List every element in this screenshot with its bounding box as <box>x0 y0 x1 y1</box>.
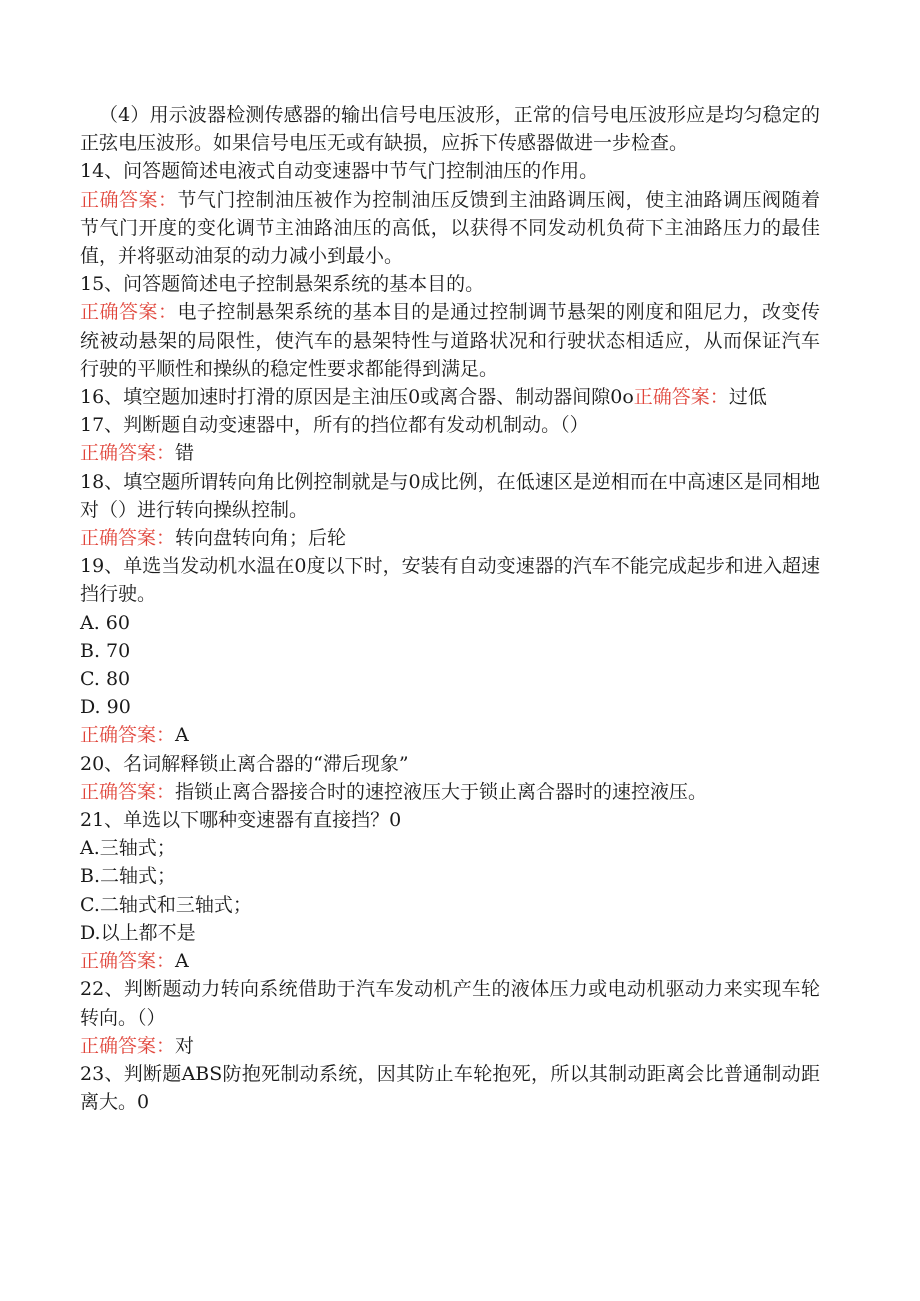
answer-19 <box>80 721 820 749</box>
question-16 <box>80 383 820 411</box>
question-19: 19、单选当发动机水温在0度以下时，安装有自动变速器的汽车不能完成起步和进入超速挡行驶。 <box>80 555 820 606</box>
document-page <box>80 101 820 1116</box>
answer-14 <box>80 186 820 271</box>
question-20: 20、名词解释锁止离合器的“滞后现象” <box>80 752 409 775</box>
question-17: 17、判断题自动变速器中，所有的挡位都有发动机制动。（） <box>80 414 589 437</box>
answer-label: 正确答案： <box>80 527 176 550</box>
answer-label: 正确答案： <box>80 442 176 465</box>
answer-text: 转向盘转向角；后轮 <box>175 527 347 550</box>
answer-18 <box>80 524 820 552</box>
answer-text: 指锁止离合器接合时的速控液压大于锁止离合器时的速控液压。 <box>175 780 708 803</box>
option-item: A.三轴式； <box>80 837 176 860</box>
question-18: 18、填空题所谓转向角比例控制就是与0成比例，在低速区是逆相而在中高速区是同相地对（）进行转向操纵控制。 <box>80 470 820 521</box>
option-item: C. 80 <box>80 668 131 691</box>
answer-15 <box>80 298 820 383</box>
answer-17 <box>80 439 820 467</box>
answer-label: 正确答案： <box>80 724 176 747</box>
answer-22 <box>80 1032 820 1060</box>
answer-text: 过低 <box>728 386 767 409</box>
option-item: A. 60 <box>80 611 130 634</box>
option-item: B. 70 <box>80 639 131 662</box>
question-21: 21、单选以下哪种变速器有直接挡？0 <box>80 809 402 832</box>
answer-label: 正确答案： <box>80 301 178 324</box>
question-23: 23、判断题ABS防抱死制动系统，因其防止车轮抱死，所以其制动距离会比普通制动距离大。0 <box>80 1062 820 1114</box>
question-15: 15、问答题简述电子控制悬架系统的基本目的。 <box>80 273 485 296</box>
option-item: C.二轴式和三轴式； <box>80 893 252 916</box>
option-item: D. 90 <box>80 696 131 719</box>
answer-label: 正确答案： <box>80 188 178 211</box>
answer-21 <box>80 947 820 975</box>
answer-text: A <box>175 724 189 747</box>
answer-text: 节气门控制油压被作为控制油压反馈到主油路调压阀，使主油路调压阀随着节气门开度的变化调节主油路油压的高低，以获得不同发动机负荷下主油路压力的最佳值，并将驱动油泵的动力减小到最小。 <box>80 188 820 268</box>
answer-20 <box>80 778 820 806</box>
option-item: B.二轴式； <box>80 865 177 888</box>
question-14: 14、问答题简述电液式自动变速器中节气门控制油压的作用。 <box>80 160 599 183</box>
intro-paragraph: （4）用示波器检测传感器的输出信号电压波形，正常的信号电压波形应是均匀稳定的正弦电压波形。如果信号电压无或有缺损，应拆下传感器做进一步检查。 <box>80 104 820 155</box>
answer-label: 正确答案： <box>80 1034 176 1057</box>
answer-text: A <box>175 950 189 973</box>
question-text: 16、填空题加速时打滑的原因是主油压0或离合器、制动器间隙0o <box>80 386 634 409</box>
answer-label: 正确答案： <box>80 780 176 803</box>
answer-text: 对 <box>175 1034 195 1057</box>
answer-label: 正确答案： <box>80 950 176 973</box>
answer-text: 错 <box>175 442 195 465</box>
question-22: 22、判断题动力转向系统借助于汽车发动机产生的液体压力或电动机驱动力来实现车轮转向。（） <box>80 978 820 1029</box>
answer-text: 电子控制悬架系统的基本目的是通过控制调节悬架的刚度和阻尼力，改变传统被动悬架的局限性，使汽车的悬架特性与道路状况和行驶状态相适应，从而保证汽车行驶的平顺性和操纵的稳定性要求都能得到满足。 <box>80 301 820 380</box>
option-item: D.以上都不是 <box>80 921 196 944</box>
answer-label: 正确答案： <box>633 386 729 409</box>
